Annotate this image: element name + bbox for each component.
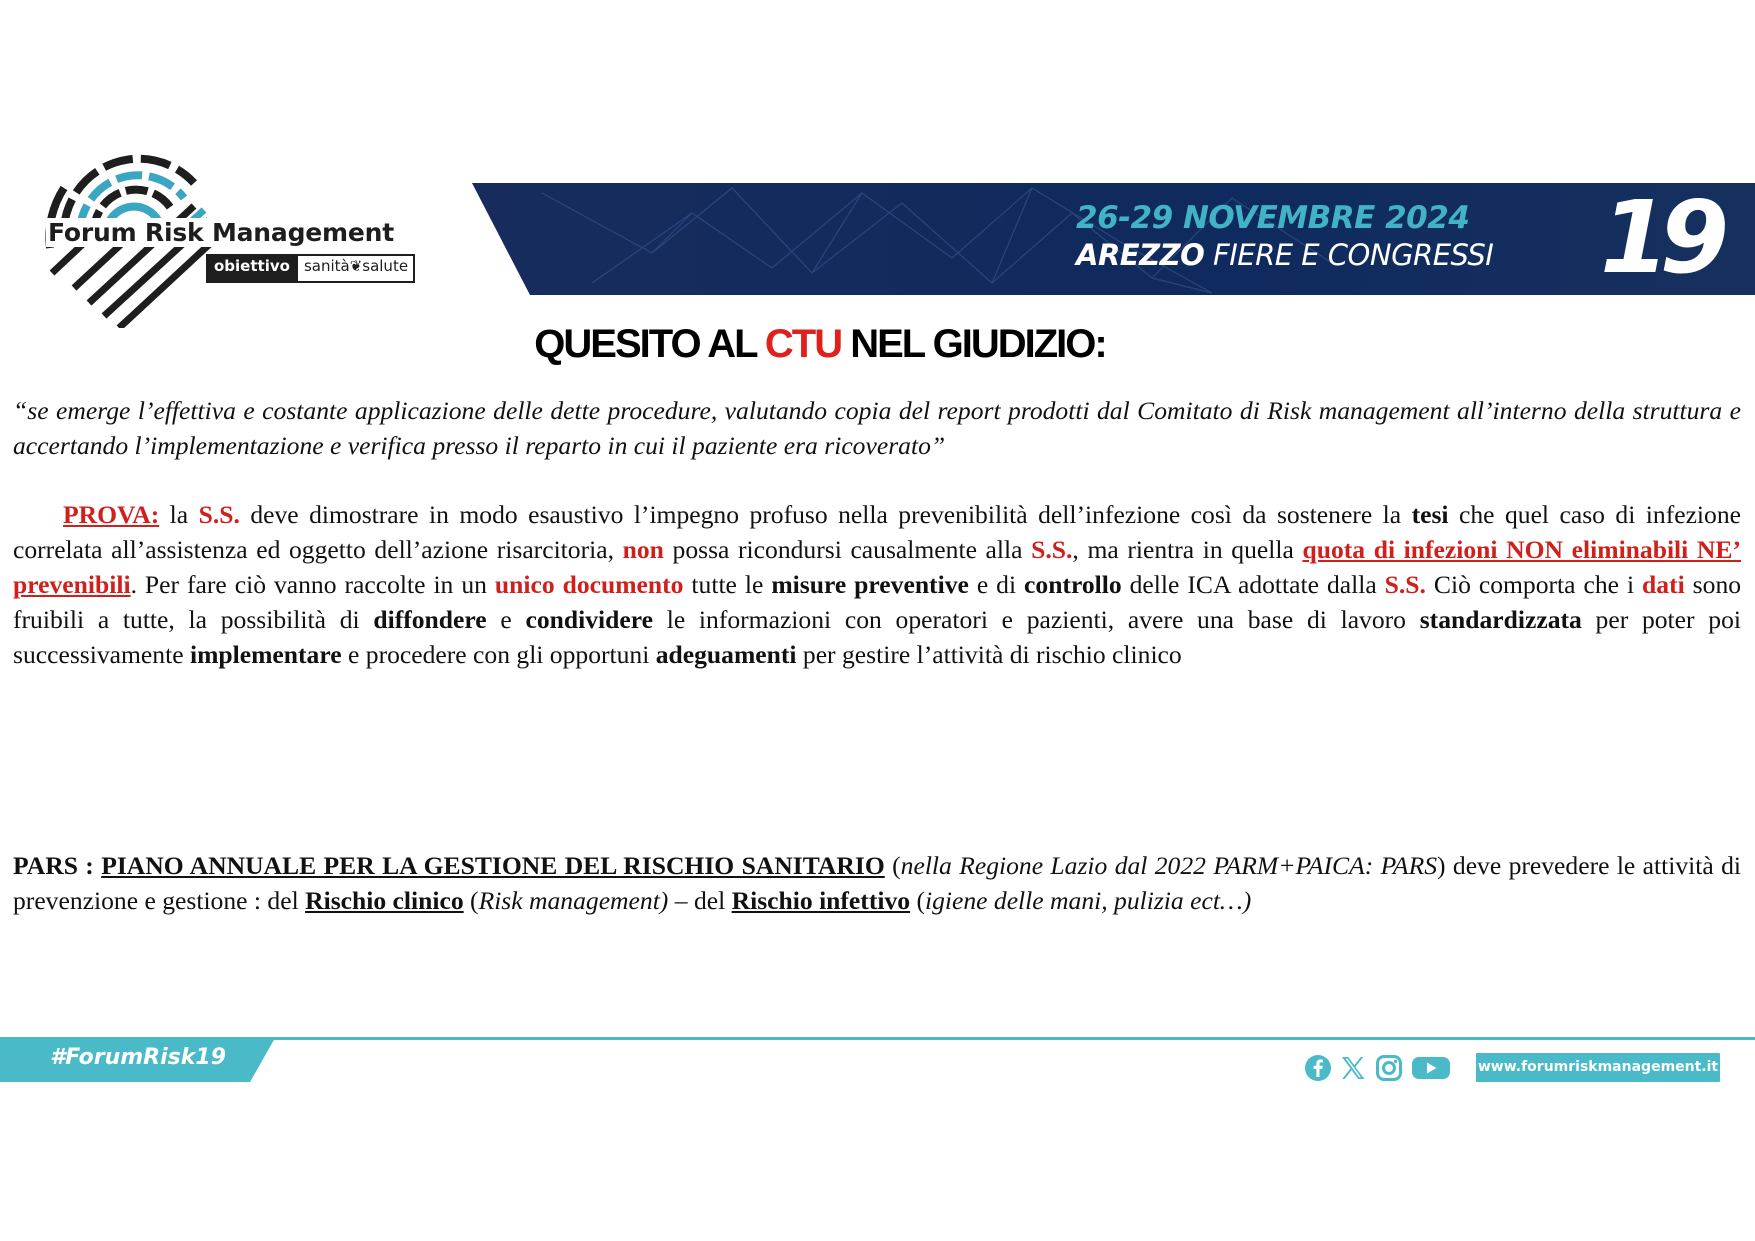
dati-highlight: dati — [1642, 570, 1685, 599]
youtube-icon[interactable] — [1411, 1054, 1451, 1082]
tesi-bold: tesi — [1411, 500, 1449, 529]
condividere-bold: condividere — [525, 605, 653, 634]
logo-tagline — [206, 254, 415, 283]
logo-tag-obiettivo: obiettivo — [208, 256, 298, 281]
facebook-icon[interactable] — [1304, 1054, 1332, 1082]
regione-lazio-note: nella Regione Lazio dal 2022 PARM+PAICA: PARS — [900, 851, 1437, 880]
diffondere-bold: diffondere — [373, 605, 487, 634]
logo-title: Forum Risk Management — [48, 218, 394, 247]
event-dates: 26-29 NOVEMBRE 2024 — [1076, 200, 1470, 236]
standardizzata-bold: standardizzata — [1419, 605, 1582, 634]
quota-highlight: quota di infezioni NON eliminabili NE’ prevenibili — [13, 535, 1741, 599]
adeguamenti-bold: adeguamenti — [655, 640, 797, 669]
prova-paragraph: PROVA: la S.S. deve dimostrare in modo esaustivo l’impegno profuso nella prevenibilità dell’infezione così da sostenere la tesi che quel caso di infezione correlata all’assistenza ed oggetto dell’azione risarcitoria, non possa ricondursi causalmente alla S.S., ma rientra in quella quota di infezioni NON eliminabili NE’ prevenibili. Per fare ciò vanno raccolte in un unico documento tutte le misure preventive e di controllo delle ICA adottate dalla S.S. Ciò comporta che i dati sono fruibili a tutte, la possibilità di diffondere e condividere le informazioni con operatori e pazienti, avere una base di lavoro standardizzata per poter poi successivamente implementare e procedere con gli opportuni adeguamenti per gestire l’attività di rischio clinico — [13, 500, 1742, 669]
ss-highlight: S.S. — [1384, 570, 1426, 599]
implementare-bold: implementare — [189, 640, 342, 669]
piano-annuale-title: PIANO ANNUALE PER LA GESTIONE DEL RISCHIO SANITARIO — [101, 851, 885, 880]
prova-label: PROVA: — [63, 500, 160, 529]
rischio-infettivo: Rischio infettivo — [731, 886, 911, 915]
ss-highlight: S.S. — [1031, 535, 1073, 564]
event-venue — [1076, 238, 1493, 272]
page-title — [0, 322, 1640, 367]
non-highlight: non — [622, 535, 664, 564]
forum-logo — [44, 148, 464, 328]
ss-highlight: S.S. — [198, 500, 240, 529]
pars-label: PARS : — [13, 851, 102, 880]
controllo-bold: controllo — [1024, 570, 1122, 599]
title-part-3: NEL GIUDIZIO: — [841, 322, 1106, 366]
event-venue-name: FIERE E CONGRESSI — [1213, 238, 1494, 272]
risk-management-note: Risk management) — [478, 886, 669, 915]
unico-documento-highlight: unico documento — [494, 570, 684, 599]
rischio-clinico: Rischio clinico — [305, 886, 464, 915]
instagram-icon[interactable] — [1375, 1054, 1403, 1082]
x-icon[interactable] — [1339, 1054, 1367, 1082]
igiene-note: igiene delle mani, pulizia ect…) — [924, 886, 1252, 915]
title-part-1: QUESITO AL — [534, 322, 765, 366]
edition-number: 19 — [1600, 179, 1720, 296]
title-ctu: CTU — [764, 322, 842, 366]
logo-tag-sanita-salute: sanità❦salute — [303, 257, 409, 275]
misure-bold: misure preventive — [771, 570, 969, 599]
event-city: AREZZO — [1076, 238, 1205, 272]
pars-paragraph: PARS : PIANO ANNUALE PER LA GESTIONE DEL RISCHIO SANITARIO (nella Regione Lazio dal 2022 PARM+PAICA: PARS) deve prevedere le attività di prevenzione e gestione : del Rischio clinico (Risk management) – del Rischio infettivo (igiene delle mani, pulizia ect…) — [13, 851, 1742, 915]
website-link[interactable]: www.forumriskmanagement.it — [1476, 1053, 1720, 1082]
quote-paragraph: “se emerge l’effettiva e costante applicazione delle dette procedure, valutando copia del report prodotti dal Comitato di Risk management all’interno della struttura e accertando l’implementazione e verifica presso il reparto in cui il paziente era ricoverato” — [13, 396, 1741, 460]
footer-hashtag: #ForumRisk19 — [50, 1045, 226, 1070]
